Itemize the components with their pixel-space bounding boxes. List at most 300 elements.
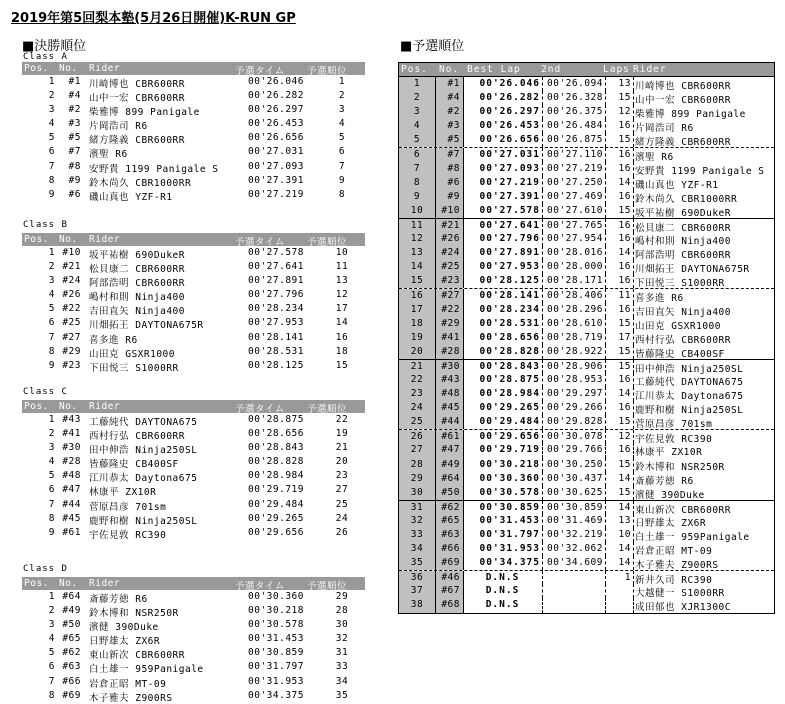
qualifying-time-cell: 00'31.797	[248, 661, 304, 673]
table-row	[399, 119, 774, 133]
second-lap-cell: 00'28.000	[544, 260, 606, 274]
pos-cell: 5	[48, 132, 55, 144]
rider-cell: 松貝康二 CBR600RR	[635, 222, 731, 234]
laps-cell: 16	[607, 274, 634, 288]
pos-cell: 6	[48, 146, 55, 158]
pos-cell: 23	[399, 387, 436, 401]
qualifying-rank-cell: 19	[335, 428, 349, 440]
table-row	[22, 604, 365, 618]
class-table-header	[22, 62, 365, 75]
number-cell: #30	[436, 360, 464, 373]
rider-cell: 山田克 GSXR1000	[635, 320, 721, 332]
header-no: No.	[59, 234, 78, 245]
number-cell: #23	[436, 274, 464, 288]
second-lap-cell: 00'30.859	[544, 501, 606, 514]
number-cell: #44	[62, 498, 81, 510]
rider-cell: 松貝康二 CBR600RR	[89, 264, 185, 276]
number-cell: #69	[436, 556, 464, 570]
second-lap-cell: 00'30.078	[544, 430, 606, 443]
laps-cell	[607, 584, 634, 598]
qualifying-rank-cell: 31	[335, 647, 349, 659]
qualifying-rank-cell: 33	[335, 661, 349, 673]
table-row	[399, 542, 774, 556]
best-lap-cell: 00'28.656	[465, 331, 543, 345]
number-cell: #22	[62, 303, 81, 315]
qualifying-time-cell: 00'31.953	[248, 675, 304, 687]
pos-cell: 9	[399, 190, 436, 204]
number-cell: #26	[62, 289, 81, 301]
qualifying-rank-cell: 21	[335, 442, 349, 454]
qualifying-rank-cell: 28	[335, 605, 349, 617]
number-cell: #45	[62, 512, 81, 524]
laps-cell: 14	[607, 556, 634, 570]
pos-cell: 2	[48, 428, 55, 440]
rider-cell: 斎藤芳徳 R6	[89, 594, 148, 605]
qualifying-time-cell: 00'28.875	[248, 414, 304, 425]
laps-cell: 16	[607, 219, 634, 232]
number-cell: #5	[68, 132, 81, 144]
number-cell: #65	[62, 633, 81, 645]
rider-cell: 阿部浩明 CBR600RR	[635, 250, 731, 262]
header-no: No.	[59, 578, 78, 589]
pos-cell: 7	[48, 498, 55, 510]
table-row	[22, 131, 365, 145]
rider-cell: 皆藤隆史 CB400SF	[635, 348, 725, 360]
second-lap-cell: 00'28.171	[544, 274, 606, 288]
qualifying-rank-cell: 26	[335, 526, 349, 538]
number-cell: #63	[62, 661, 81, 673]
pos-cell: 8	[48, 345, 55, 357]
table-row	[22, 512, 365, 526]
table-row	[399, 232, 774, 246]
number-cell: #3	[436, 119, 464, 133]
pos-cell: 24	[399, 401, 436, 415]
number-cell: #46	[436, 571, 464, 584]
best-lap-cell: 00'27.031	[465, 148, 543, 161]
rider-cell: 川畑拓王 DAYTONA675R	[89, 320, 204, 332]
number-cell: #8	[436, 162, 464, 176]
second-lap-cell: 00'30.250	[544, 458, 606, 472]
second-lap-cell: 00'28.406	[544, 289, 606, 302]
class-table-header	[22, 400, 365, 413]
table-row	[399, 176, 774, 190]
qualifying-time-cell: 00'28.531	[248, 345, 304, 357]
class-table-header	[22, 233, 365, 246]
laps-cell: 16	[607, 401, 634, 415]
second-lap-cell: 00'26.875	[544, 133, 606, 147]
class-table	[22, 400, 365, 540]
rider-cell: 川崎博也 CBR600RR	[89, 79, 185, 90]
number-cell: #25	[62, 317, 81, 329]
table-row	[399, 528, 774, 542]
best-lap-cell: 00'31.453	[465, 514, 543, 528]
number-cell: #21	[62, 261, 81, 273]
header-pos: Pos.	[24, 578, 49, 589]
qualifying-time-cell: 00'26.297	[248, 104, 304, 116]
pos-cell: 9	[48, 188, 55, 200]
qualifying-rank-cell: 24	[335, 512, 349, 524]
pos-cell: 38	[399, 598, 436, 612]
laps-cell: 14	[607, 501, 634, 514]
header-no: No.	[59, 401, 78, 412]
rider-cell: 工藤純代 DAYTONA675	[635, 376, 744, 388]
qualifying-rank-cell: 13	[335, 275, 349, 287]
rider-cell: 木子雅夫 Z900RS	[635, 560, 719, 572]
class-table-header	[22, 577, 365, 590]
qualifying-time-cell: 00'30.578	[248, 619, 304, 631]
best-lap-cell: 00'29.265	[465, 401, 543, 415]
best-lap-cell: 00'27.796	[465, 232, 543, 246]
table-row	[22, 260, 365, 274]
table-row	[22, 316, 365, 330]
pos-cell: 28	[399, 458, 436, 472]
rider-cell: 田中伸浩 Ninja250SL	[635, 363, 744, 375]
second-lap-cell: 00'27.469	[544, 190, 606, 204]
number-cell: #64	[62, 591, 81, 602]
header-no: No.	[59, 63, 78, 74]
second-lap-cell: 00'28.953	[544, 373, 606, 387]
qualifying-rank-cell: 34	[335, 675, 349, 687]
rider-cell: 宇佐見敦 RC390	[635, 434, 713, 446]
pos-cell: 12	[399, 232, 436, 246]
pos-cell: 26	[399, 430, 436, 443]
qualifying-rank-cell: 6	[338, 146, 346, 158]
table-row	[22, 160, 365, 174]
laps-cell: 15	[607, 415, 634, 429]
number-cell: #24	[436, 246, 464, 260]
pos-cell: 8	[399, 176, 436, 190]
qualifying-rank-cell: 29	[335, 591, 349, 602]
pos-cell: 4	[48, 456, 55, 468]
pos-cell: 3	[48, 442, 55, 454]
laps-cell: 12	[607, 430, 634, 443]
table-row	[399, 274, 774, 288]
table-row	[399, 162, 774, 176]
number-cell: #64	[436, 472, 464, 486]
table-row	[399, 429, 774, 446]
number-cell: #6	[68, 188, 81, 200]
table-row	[399, 359, 774, 373]
header-time: 予選タイム	[235, 66, 285, 77]
qualifying-rank-cell: 32	[335, 633, 349, 645]
page-title: 2019年第5回梨本塾(5月26日開催)K-RUN GP	[11, 11, 296, 26]
best-lap-cell: 00'26.282	[465, 91, 543, 105]
best-lap-cell: 00'28.234	[465, 303, 543, 317]
number-cell: #69	[62, 689, 81, 701]
pos-cell: 20	[399, 345, 436, 359]
pos-cell: 34	[399, 542, 436, 556]
rider-cell: 西村行弘 CBR600RR	[89, 431, 185, 443]
laps-cell: 15	[607, 91, 634, 105]
second-lap-cell: 00'28.906	[544, 360, 606, 373]
header-rank: 予選順位	[307, 237, 348, 248]
qualifying-rank-cell: 4	[338, 118, 346, 130]
qualifying-time-cell: 00'28.125	[248, 359, 304, 371]
rider-cell: 安野貴 1199 Panigale S	[635, 165, 765, 177]
best-lap-cell: 00'28.828	[465, 345, 543, 359]
number-cell: #47	[436, 443, 464, 457]
laps-cell: 14	[607, 387, 634, 401]
number-cell: #4	[68, 90, 81, 102]
number-cell: #49	[62, 605, 81, 617]
number-cell: #67	[436, 584, 464, 598]
laps-cell: 14	[607, 542, 634, 556]
pos-cell: 2	[48, 261, 55, 273]
best-lap-cell: 00'27.641	[465, 219, 543, 232]
pos-cell: 37	[399, 584, 436, 598]
best-lap-cell: 00'29.484	[465, 415, 543, 429]
best-lap-cell: 00'31.953	[465, 542, 543, 556]
second-lap-cell: 00'29.297	[544, 387, 606, 401]
qualifying-time-cell: 00'29.484	[248, 498, 304, 510]
qualifying-rank-cell: 3	[338, 104, 346, 116]
number-cell: #66	[436, 542, 464, 556]
best-lap-cell: 00'28.843	[465, 360, 543, 373]
best-lap-cell: 00'30.859	[465, 501, 543, 514]
table-row	[22, 174, 365, 188]
rider-cell: 喜多進 R6	[89, 334, 138, 346]
laps-cell: 11	[607, 289, 634, 302]
table-row	[399, 570, 774, 587]
laps-cell: 13	[607, 514, 634, 528]
number-cell: #9	[436, 190, 464, 204]
table-row	[399, 91, 774, 105]
rider-cell: 柴雅博 899 Panigale	[89, 107, 200, 119]
rider-cell: 濱聖 R6	[89, 149, 128, 161]
number-cell: #4	[436, 91, 464, 105]
pos-cell: 7	[48, 160, 55, 172]
second-lap-cell: 00'28.016	[544, 246, 606, 260]
rider-cell: 下田悦三 S1000RR	[635, 278, 725, 290]
table-row	[22, 618, 365, 632]
laps-cell: 16	[607, 443, 634, 457]
pos-cell: 33	[399, 528, 436, 542]
rider-cell: 坂平祐樹 690DukeR	[635, 207, 731, 219]
best-lap-cell: 00'30.578	[465, 486, 543, 500]
laps-cell: 16	[607, 373, 634, 387]
number-cell: #43	[62, 414, 81, 425]
rider-cell: 白土雄一 959Panigale	[635, 532, 750, 543]
pos-cell: 30	[399, 486, 436, 500]
qualifying-time-cell: 00'26.046	[248, 76, 304, 87]
second-lap-cell: 00'28.719	[544, 331, 606, 345]
rider-cell: 緒方隆義 CBR600RR	[635, 137, 731, 149]
table-row	[399, 387, 774, 401]
best-lap-cell: 00'27.578	[465, 204, 543, 218]
qualifying-time-cell: 00'28.656	[248, 428, 304, 440]
pos-cell: 2	[399, 91, 436, 105]
class-table	[22, 233, 365, 373]
rider-cell: 宇佐見敦 RC390	[89, 529, 167, 541]
second-lap-cell: 00'28.922	[544, 345, 606, 359]
rider-cell: 嶋村和則 Ninja400	[89, 292, 185, 304]
rider-cell: 濱健 390Duke	[635, 489, 705, 501]
qualifying-time-cell: 00'27.578	[248, 247, 304, 258]
number-cell: #47	[62, 484, 81, 496]
pos-cell: 14	[399, 260, 436, 274]
rider-cell: 日野雄太 ZX6R	[635, 517, 707, 529]
second-lap-cell: 00'26.375	[544, 105, 606, 119]
second-lap-cell: 00'28.296	[544, 303, 606, 317]
number-cell: #62	[62, 647, 81, 659]
rider-cell: 片岡浩司 R6	[635, 123, 694, 135]
pos-cell: 22	[399, 373, 436, 387]
qualifying-time-cell: 00'30.218	[248, 605, 304, 617]
best-lap-cell: 00'28.141	[465, 289, 543, 302]
best-lap-cell: 00'28.875	[465, 373, 543, 387]
number-cell: #65	[436, 514, 464, 528]
laps-cell: 16	[607, 190, 634, 204]
second-lap-cell: 00'27.219	[544, 162, 606, 176]
number-cell: #3	[68, 118, 81, 130]
rider-cell: 片岡浩司 R6	[89, 121, 148, 133]
header-2nd: 2nd	[541, 64, 562, 75]
pos-cell: 31	[399, 501, 436, 514]
rider-cell: 斎藤芳徳 R6	[635, 475, 694, 487]
rider-cell: 江川恭太 Daytona675	[635, 391, 744, 403]
rider-cell: 菅原昌彦 701sm	[89, 501, 167, 513]
number-cell: #10	[436, 204, 464, 218]
qualifying-time-cell: 00'28.141	[248, 331, 304, 343]
pos-cell: 1	[48, 76, 55, 87]
best-lap-cell: 00'26.656	[465, 133, 543, 147]
table-row	[22, 117, 365, 131]
qualifying-table-header	[399, 63, 774, 77]
number-cell: #8	[68, 160, 81, 172]
table-row	[22, 103, 365, 117]
second-lap-cell: 00'27.610	[544, 204, 606, 218]
table-row	[399, 190, 774, 204]
pos-cell: 3	[48, 275, 55, 287]
rider-cell: 鹿野和樹 Ninja250SL	[635, 405, 744, 417]
header-rider: Rider	[89, 401, 121, 412]
qualifying-rank-cell: 18	[335, 345, 349, 357]
pos-cell: 1	[48, 591, 55, 602]
qualifying-time-cell: 00'29.265	[248, 512, 304, 524]
rider-cell: 林康平 ZX10R	[635, 447, 703, 459]
pos-cell: 1	[48, 247, 55, 258]
pos-cell: 17	[399, 303, 436, 317]
laps-cell	[607, 598, 634, 612]
qualifying-rank-cell: 30	[335, 619, 349, 631]
second-lap-cell: 00'29.766	[544, 443, 606, 457]
class-label: Class D	[23, 564, 68, 574]
second-lap-cell: 00'29.266	[544, 401, 606, 415]
second-lap-cell: 00'27.765	[544, 219, 606, 232]
header-rider: Rider	[89, 63, 121, 74]
laps-cell: 10	[607, 528, 634, 542]
qualifying-rank-cell: 20	[335, 456, 349, 468]
laps-cell: 15	[607, 345, 634, 359]
rider-cell: 鈴木博和 NSR250R	[89, 608, 179, 620]
rider-cell: 東山新次 CBR600RR	[89, 650, 185, 662]
number-cell: #21	[436, 219, 464, 232]
best-lap-cell: 00'27.391	[465, 190, 543, 204]
number-cell: #29	[436, 317, 464, 331]
rider-cell: 岩倉正昭 MT-09	[635, 546, 713, 558]
qualifying-table	[398, 62, 775, 614]
number-cell: #28	[62, 456, 81, 468]
qualifying-rank-cell: 12	[335, 289, 349, 301]
number-cell: #7	[436, 148, 464, 161]
table-row	[22, 288, 365, 302]
number-cell: #27	[62, 331, 81, 343]
qualifying-time-cell: 00'28.984	[248, 470, 304, 482]
number-cell: #22	[436, 303, 464, 317]
pos-cell: 18	[399, 317, 436, 331]
table-row	[399, 218, 774, 232]
best-lap-cell: 00'28.125	[465, 274, 543, 288]
header-rank: 予選順位	[307, 404, 348, 415]
pos-cell: 29	[399, 472, 436, 486]
header-no: No.	[439, 64, 460, 75]
number-cell: #45	[436, 401, 464, 415]
number-cell: #2	[68, 104, 81, 116]
best-lap-cell: 00'30.360	[465, 472, 543, 486]
second-lap-cell	[544, 598, 606, 612]
number-cell: #7	[68, 146, 81, 158]
pos-cell: 6	[48, 317, 55, 329]
rider-cell: 喜多進 R6	[635, 293, 684, 305]
header-time: 予選タイム	[235, 581, 285, 592]
number-cell: #5	[436, 133, 464, 147]
laps-cell: 16	[607, 119, 634, 133]
qualifying-rank-cell: 1	[338, 76, 346, 87]
qualifying-time-cell: 00'27.093	[248, 160, 304, 172]
rider-cell: 柴雅博 899 Panigale	[635, 109, 746, 121]
pos-cell: 8	[48, 512, 55, 524]
table-row	[22, 89, 365, 103]
number-cell: #62	[436, 501, 464, 514]
pos-cell: 25	[399, 415, 436, 429]
table-row	[22, 498, 365, 512]
table-row	[399, 288, 774, 305]
number-cell: #30	[62, 442, 81, 454]
qualifying-time-cell: 00'29.656	[248, 526, 304, 538]
best-lap-cell: 00'27.093	[465, 162, 543, 176]
qualifying-heading: ■予選順位	[400, 39, 465, 54]
qualifying-time-cell: 00'30.859	[248, 647, 304, 659]
table-row	[22, 646, 365, 660]
laps-cell: 16	[607, 162, 634, 176]
table-row	[399, 443, 774, 457]
table-row	[22, 345, 365, 359]
laps-cell: 1	[607, 571, 634, 584]
pos-cell: 4	[399, 119, 436, 133]
qualifying-time-cell: 00'27.953	[248, 317, 304, 329]
second-lap-cell: 00'27.954	[544, 232, 606, 246]
table-row	[22, 689, 365, 703]
table-row	[22, 359, 365, 373]
table-row	[22, 413, 365, 427]
rider-cell: 川崎博也 CBR600RR	[635, 81, 731, 92]
number-cell: #27	[436, 289, 464, 302]
rider-cell: 木子雅夫 Z900RS	[89, 692, 173, 704]
qualifying-time-cell: 00'31.453	[248, 633, 304, 645]
table-row	[399, 556, 774, 570]
qualifying-time-cell: 00'27.796	[248, 289, 304, 301]
number-cell: #1	[68, 76, 81, 87]
header-pos: Pos.	[24, 234, 49, 245]
number-cell: #26	[436, 232, 464, 246]
number-cell: #50	[62, 619, 81, 631]
table-row	[399, 584, 774, 598]
best-lap-cell: 00'26.046	[465, 77, 543, 91]
rider-cell: 安野貴 1199 Panigale S	[89, 163, 219, 175]
qualifying-rank-cell: 9	[338, 174, 346, 186]
table-row	[22, 469, 365, 483]
best-lap-cell: 00'34.375	[465, 556, 543, 570]
